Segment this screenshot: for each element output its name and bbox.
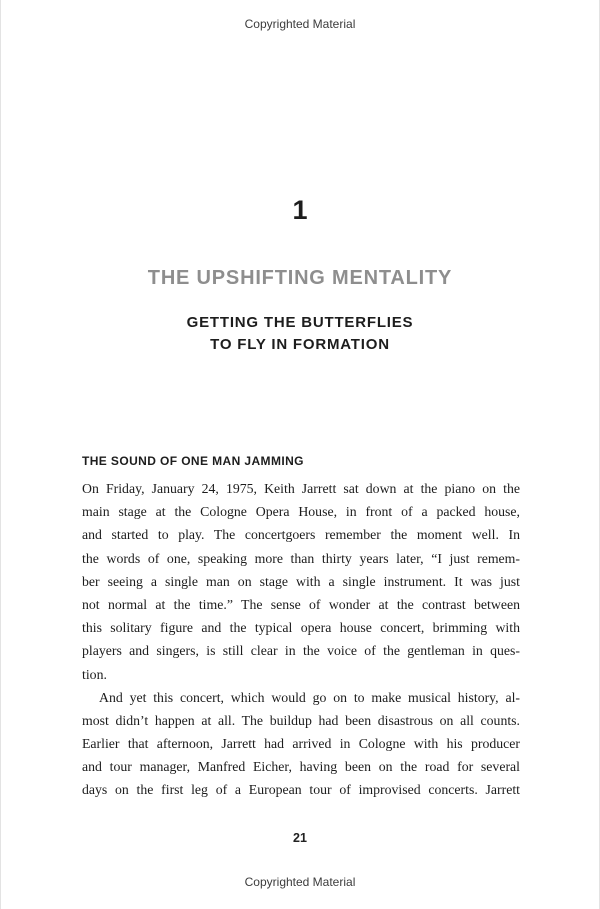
chapter-subtitle: [1, 312, 599, 356]
body-line: and tour manager, Manfred Eicher, having been on the road for several: [82, 759, 520, 775]
body-paragraphs: [82, 477, 520, 802]
body-line: And yet this concert, which would go on to make musical history, al-: [99, 689, 520, 705]
body-line: and started to play. The concertgoers remember the moment well. In: [82, 527, 520, 543]
chapter-title: THE UPSHIFTING MENTALITY: [147, 267, 453, 289]
body-line: main stage at the Cologne Opera House, in front of a packed house,: [82, 504, 520, 520]
chapter-subtitle-line-2: TO FLY IN FORMATION: [210, 336, 390, 353]
section-heading: THE SOUND OF ONE MAN JAMMING: [82, 454, 304, 468]
body-line: players and singers, is still clear in the voice of the gentleman in ques-: [82, 643, 520, 659]
page-number: 21: [293, 831, 307, 845]
paragraph: [82, 477, 520, 686]
body-line: most didn’t happen at all. The buildup had been disastrous on all counts.: [82, 712, 520, 728]
copyright-notice-top: Copyrighted Material: [244, 17, 356, 31]
body-line: tion.: [82, 666, 107, 682]
body-line: not normal at the time.” The sense of wonder at the contrast between: [82, 596, 520, 612]
body-line: this solitary figure and the typical opera house concert, brimming with: [82, 620, 520, 636]
copyright-notice-bottom: Copyrighted Material: [244, 875, 356, 889]
chapter-subtitle-line-1: GETTING THE BUTTERFLIES: [186, 314, 414, 331]
body-line: days on the first leg of a European tour of improvised concerts. Jarrett: [82, 782, 520, 798]
body-line: the words of one, speaking more than thirty years later, “I just remem-: [82, 550, 520, 566]
body-line: ber seeing a single man on stage with a single instrument. It was just: [82, 573, 520, 589]
paragraph: [82, 686, 520, 802]
body-line: On Friday, January 24, 1975, Keith Jarrett sat down at the piano on the: [82, 481, 520, 496]
chapter-number: 1: [292, 195, 308, 225]
body-line: Earlier that afternoon, Jarrett had arrived in Cologne with his producer: [82, 736, 520, 752]
